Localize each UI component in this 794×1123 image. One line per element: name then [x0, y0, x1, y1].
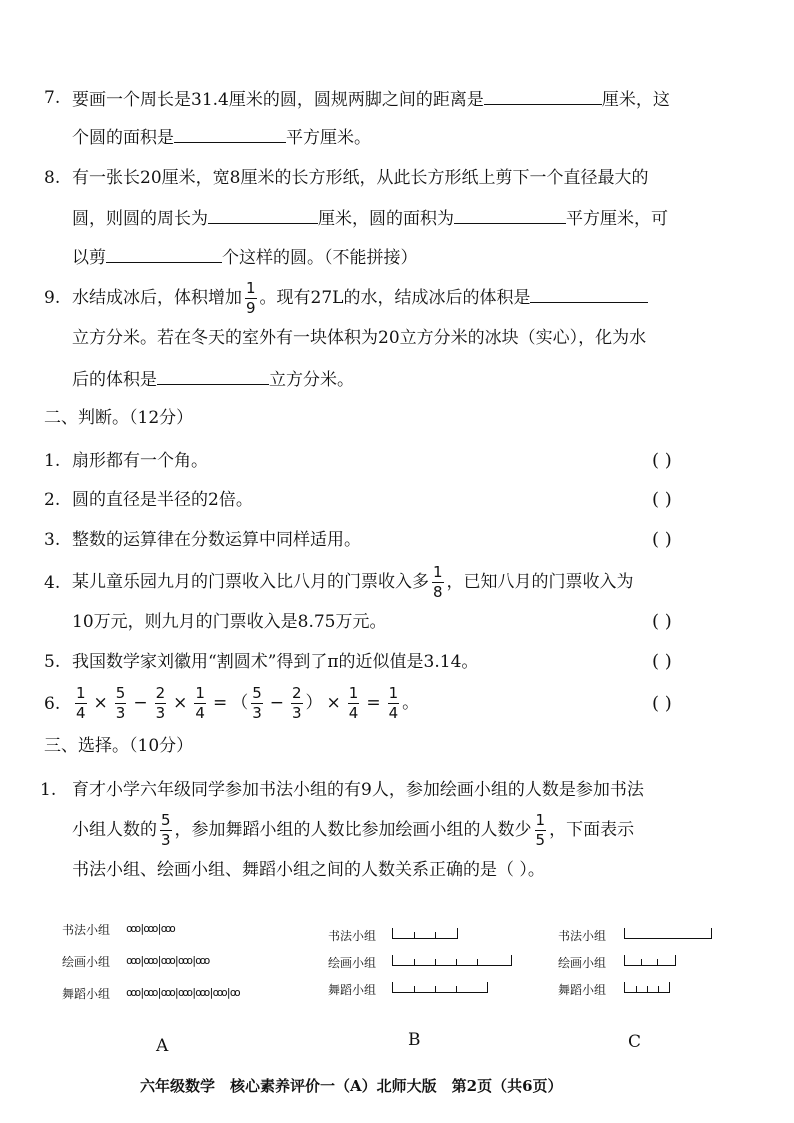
judge-4-text-a: 某儿童乐园九月的门票收入比八月的门票收入多 — [72, 572, 429, 592]
judge-4-frac-den: 8 — [433, 583, 443, 602]
left-paren: （ — [231, 693, 249, 713]
diagram-c-bar-painting — [624, 955, 676, 966]
q9-line1 — [72, 278, 648, 318]
eq-period: 。 — [402, 693, 420, 713]
diagram-b-label-calligraphy: 书法小组 — [328, 929, 377, 943]
right-paren: ） — [305, 693, 323, 713]
q8-text-d: 以剪 — [72, 248, 106, 268]
diagram-b-bar-dance — [392, 982, 488, 993]
q7-text-a: 要画一个周长是31.4厘米的圆，圆规两脚之间的距离是 — [72, 90, 484, 110]
times-sign: × — [326, 693, 341, 713]
q9-blank-1[interactable] — [530, 284, 648, 303]
q7-line2 — [72, 124, 371, 150]
choice-1-text-a: 小组人数的 — [72, 820, 157, 840]
judge-2-answer[interactable]: ( ) — [652, 489, 672, 510]
judge-4-number: 4. — [44, 573, 61, 593]
judge-4-line2: 10万元，则九月的门票收入是8.75万元。 — [72, 612, 387, 632]
tick — [414, 986, 415, 992]
judge-3-number: 3. — [44, 530, 61, 550]
eq-frac-4-num: 1 — [195, 683, 205, 702]
judge-5-text: 我国数学家刘徽用“割圆术”得到了π的近似值是3.14。 — [72, 652, 479, 672]
choice-frac-1-num: 5 — [161, 810, 171, 829]
eq-frac-5 — [251, 683, 263, 723]
q9-blank-2[interactable] — [157, 366, 269, 385]
q8-text-a: 圆，则圆的周长为 — [72, 209, 208, 229]
choice-1-frac-2 — [535, 810, 547, 850]
choice-1-text-c: ，下面表示 — [549, 820, 635, 840]
eq-frac-2 — [115, 683, 127, 723]
q9-frac-den: 9 — [246, 299, 256, 318]
diagram-b-bar-calligraphy — [392, 928, 458, 939]
judge-5-answer[interactable]: ( ) — [652, 651, 672, 672]
q8-blank-1[interactable] — [208, 205, 318, 224]
q9-line3 — [72, 366, 354, 392]
minus-sign: − — [269, 693, 284, 713]
q7-blank-2[interactable] — [174, 124, 286, 143]
choice-frac-1-den: 3 — [161, 831, 171, 850]
page-footer: 六年级数学 核心素养评价一（A）北师大版 第2页（共6页） — [140, 1077, 563, 1095]
diagram-a-circles-calligraphy: ooo|ooo|ooo — [126, 922, 174, 935]
eq-frac-8 — [388, 683, 400, 723]
q8-text-e: 个这样的圆。（不能拼接） — [222, 248, 418, 268]
tick — [414, 959, 415, 965]
option-c-label[interactable]: C — [628, 1032, 642, 1052]
q7-text-d: 平方厘米。 — [286, 128, 371, 148]
choice-1-number: 1. — [40, 780, 57, 800]
eq-frac-6 — [291, 683, 303, 723]
times-sign: × — [93, 693, 108, 713]
judge-4-frac-num: 1 — [433, 562, 443, 581]
q8-line2 — [72, 205, 668, 231]
q8-number: 8. — [44, 168, 61, 188]
judge-1-number: 1. — [44, 451, 61, 471]
choice-1-line3: 书法小组、绘画小组、舞蹈小组之间的人数关系正确的是（ ）。 — [72, 860, 545, 880]
diagram-b-bar-painting — [392, 955, 512, 966]
judge-6-equation — [72, 680, 419, 726]
equals-sign: = — [212, 693, 228, 713]
diagram-a-circles-dance: ooo|ooo|ooo|ooo|ooo|ooo|oo — [126, 986, 239, 999]
q7-text-b: 厘米，这 — [601, 90, 670, 110]
judge-3-text: 整数的运算律在分数运算中同样适用。 — [72, 530, 361, 550]
eq-frac-3 — [155, 683, 167, 723]
diagram-a-label-calligraphy: 书法小组 — [62, 923, 111, 937]
tick — [647, 986, 648, 992]
eq-frac-1-num: 1 — [76, 683, 86, 702]
eq-frac-2-den: 3 — [115, 704, 126, 723]
eq-frac-6-den: 3 — [291, 704, 302, 723]
option-a-label[interactable]: A — [156, 1036, 169, 1056]
tick — [456, 959, 457, 965]
judge-6-number: 6. — [44, 694, 61, 714]
judge-5-number: 5. — [44, 652, 61, 672]
eq-frac-5-den: 3 — [252, 704, 262, 723]
diagram-c-label-painting: 绘画小组 — [558, 956, 607, 970]
eq-frac-6-num: 2 — [291, 683, 302, 702]
judge-3-answer[interactable]: ( ) — [652, 529, 672, 550]
eq-frac-3-den: 3 — [155, 704, 166, 723]
diagram-c-label-dance: 舞蹈小组 — [558, 983, 607, 997]
tick — [657, 959, 658, 965]
q8-text-b: 厘米，圆的面积为 — [318, 209, 454, 229]
choice-1-line1: 育才小学六年级同学参加书法小组的有9人，参加绘画小组的人数是参加书法 — [72, 780, 644, 800]
eq-frac-1 — [75, 683, 87, 723]
diagram-c-bar-dance — [624, 982, 670, 993]
eq-frac-2-num: 5 — [115, 683, 126, 702]
eq-frac-1-den: 4 — [76, 704, 86, 723]
eq-frac-5-num: 5 — [252, 683, 262, 702]
judge-6-answer[interactable]: ( ) — [652, 693, 672, 714]
judge-4-text-b: ，已知八月的门票收入为 — [446, 572, 634, 592]
judge-1-text: 扇形都有一个角。 — [72, 451, 208, 471]
eq-frac-7-den: 4 — [348, 704, 359, 723]
tick — [477, 959, 478, 965]
q8-line1: 有一张长20厘米，宽8厘米的长方形纸，从此长方形纸上剪下一个直径最大的 — [72, 168, 649, 188]
q8-blank-2[interactable] — [454, 205, 566, 224]
diagram-b-label-dance: 舞蹈小组 — [328, 983, 377, 997]
diagram-b-label-painting: 绘画小组 — [328, 956, 377, 970]
judge-2-text: 圆的直径是半径的2倍。 — [72, 490, 253, 510]
tick — [435, 986, 436, 992]
q7-blank-1[interactable] — [484, 86, 602, 105]
q8-text-c: 平方厘米，可 — [566, 209, 668, 229]
diagram-a-circles-painting: ooo|ooo|ooo|ooo|ooo — [126, 954, 209, 967]
judge-4-line1 — [72, 562, 634, 602]
q9-text-c: 后的体积是 — [72, 370, 157, 390]
choice-frac-2-num: 1 — [535, 810, 546, 829]
eq-frac-8-num: 1 — [388, 683, 399, 702]
diagram-a-label-dance: 舞蹈小组 — [62, 987, 111, 1001]
diagram-c-bar-calligraphy — [624, 928, 712, 939]
eq-frac-4 — [194, 683, 206, 723]
tick — [641, 959, 642, 965]
tick — [456, 986, 457, 992]
judge-1-answer[interactable]: ( ) — [652, 450, 672, 471]
eq-frac-3-num: 2 — [155, 683, 166, 702]
judge-2-number: 2. — [44, 490, 61, 510]
choice-1-line2 — [72, 808, 634, 852]
equals-sign: = — [366, 693, 381, 713]
q7-line1 — [72, 86, 670, 112]
judge-4-answer[interactable]: ( ) — [652, 611, 672, 632]
eq-frac-4-den: 4 — [195, 704, 205, 723]
minus-sign: − — [133, 693, 148, 713]
choice-frac-2-den: 5 — [535, 831, 546, 850]
choice-1-text-b: ，参加舞蹈小组的人数比参加绘画小组的人数少 — [174, 820, 532, 840]
q9-fraction — [245, 278, 257, 318]
eq-frac-7 — [348, 683, 360, 723]
q9-frac-num: 1 — [246, 278, 256, 297]
q9-number: 9. — [44, 288, 61, 308]
tick — [435, 959, 436, 965]
q7-number: 7. — [44, 88, 61, 108]
judge-4-fraction — [432, 562, 444, 602]
q9-text-d: 立方分米。 — [269, 370, 354, 390]
diagram-a-label-painting: 绘画小组 — [62, 955, 111, 969]
eq-frac-8-den: 4 — [388, 704, 399, 723]
q9-text-a: 水结成冰后，体积增加 — [72, 288, 242, 308]
tick — [658, 986, 659, 992]
q9-line2: 立方分米。若在冬天的室外有一块体积为20立方分米的冰块（实心），化为水 — [72, 328, 647, 348]
eq-frac-7-num: 1 — [348, 683, 359, 702]
diagram-c-label-calligraphy: 书法小组 — [558, 929, 607, 943]
tick — [414, 932, 415, 938]
judge-section-title: 二、判断。（12分） — [44, 408, 194, 428]
choice-section-title: 三、选择。（10分） — [44, 736, 194, 756]
option-b-label[interactable]: B — [408, 1030, 421, 1050]
times-sign: × — [173, 693, 188, 713]
tick — [435, 932, 436, 938]
q8-blank-3[interactable] — [106, 244, 222, 263]
q7-text-c: 个圆的面积是 — [72, 128, 174, 148]
choice-1-frac-1 — [160, 810, 172, 850]
q9-text-b: 。现有27L的水，结成冰后的体积是 — [259, 288, 531, 308]
tick — [636, 986, 637, 992]
q8-line3 — [72, 244, 418, 270]
